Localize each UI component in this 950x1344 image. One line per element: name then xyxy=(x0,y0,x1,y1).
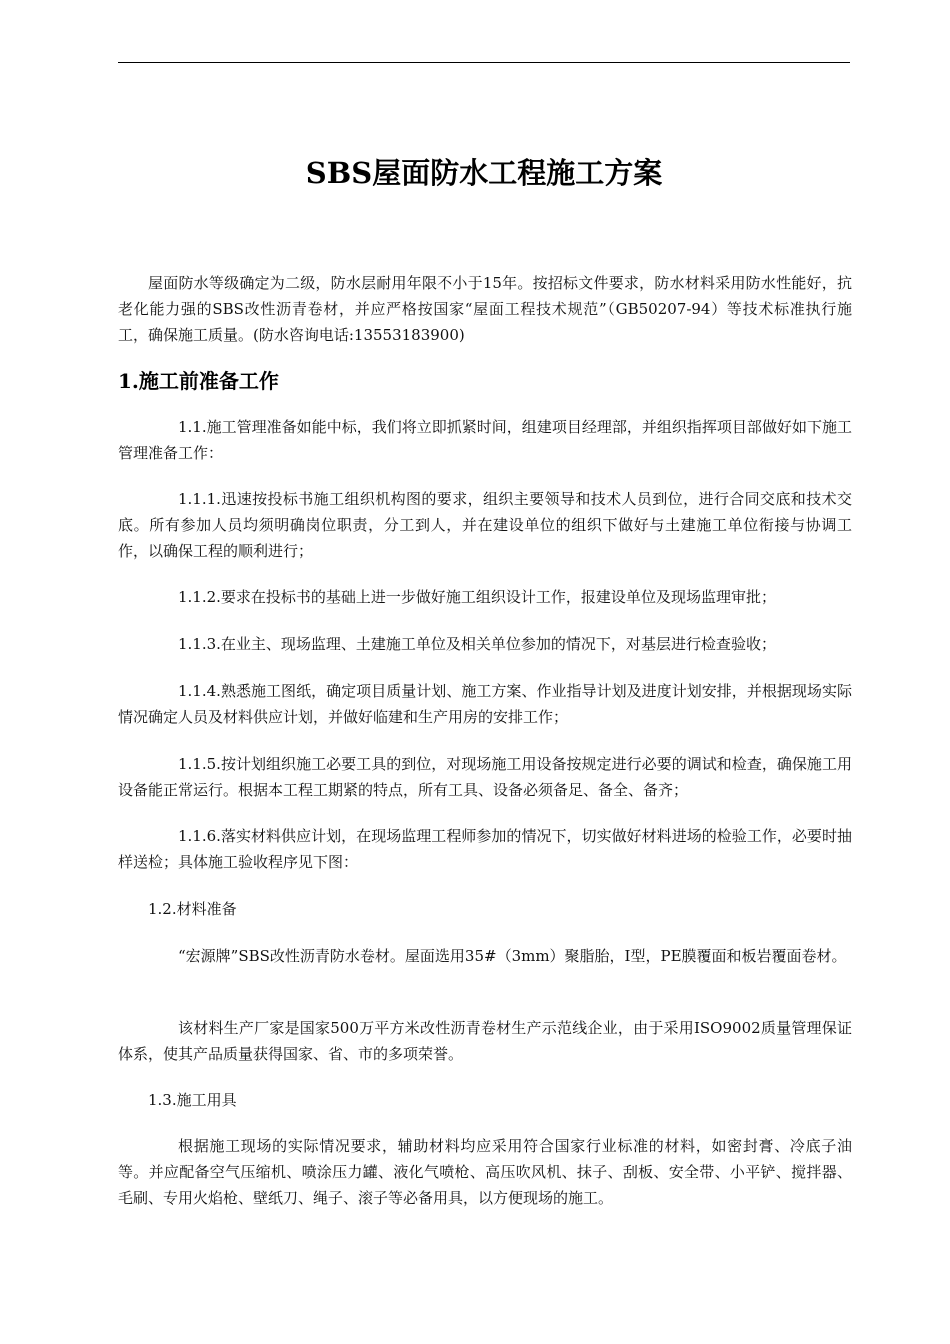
paragraph-1-1-4: 1.1.4.熟悉施工图纸，确定项目质量计划、施工方案、作业指导计划及进度计划安排，并根据现场实际情况确定人员及材料供应计划，并做好临建和生产用房的安排工作； xyxy=(118,682,852,726)
document-title: SBS屋面防水工程施工方案 xyxy=(305,156,663,190)
paragraph-1-1-3: 1.1.3.在业主、现场监理、土建施工单位及相关单位参加的情况下，对基层进行检查验收； xyxy=(178,635,776,653)
section-heading-1: 1.施工前准备工作 xyxy=(118,369,279,393)
intro-paragraph: 屋面防水等级确定为二级，防水层耐用年限不小于15年。按招标文件要求，防水材料采用防水性能好，抗老化能力强的SBS改性沥青卷材，并应严格按国家“屋面工程技术规范”（GB50207-94）等技术标准执行施工，确保施工质量。(防水咨询电话:13553183900) xyxy=(118,274,852,344)
paragraph-1-1-2: 1.1.2.要求在投标书的基础上进一步做好施工组织设计工作，报建设单位及现场监理审批； xyxy=(178,588,776,606)
paragraph-1-2-b: 该材料生产厂家是国家500万平方米改性沥青卷材生产示范线企业，由于采用ISO9002质量管理保证体系，使其产品质量获得国家、省、市的多项荣誉。 xyxy=(118,1019,852,1063)
subheading-1-2: 1.2.材料准备 xyxy=(148,900,237,918)
header-rule xyxy=(118,62,850,63)
paragraph-1-2-a: “宏源牌”SBS改性沥青防水卷材。屋面选用35#（3mm）聚脂胎，I型，PE膜覆面和板岩覆面卷材。 xyxy=(178,947,847,965)
paragraph-1-3-a: 根据施工现场的实际情况要求，辅助材料均应采用符合国家行业标准的材料，如密封膏、冷底子油等。并应配备空气压缩机、喷涂压力罐、液化气喷枪、高压吹风机、抹子、刮板、安全带、小平铲、搅拌器、毛刷、专用火焰枪、壁纸刀、绳子、滚子等必备用具，以方便现场的施工。 xyxy=(118,1137,852,1207)
paragraph-1-1-5: 1.1.5.按计划组织施工必要工具的到位，对现场施工用设备按规定进行必要的调试和检查，确保施工用设备能正常运行。根据本工程工期紧的特点，所有工具、设备必须备足、备全、备齐； xyxy=(118,755,852,799)
paragraph-1-1-6: 1.1.6.落实材料供应计划，在现场监理工程师参加的情况下，切实做好材料进场的检验工作，必要时抽样送检；具体施工验收程序见下图： xyxy=(118,827,852,871)
paragraph-1-1-1: 1.1.1.迅速按投标书施工组织机构图的要求，组织主要领导和技术人员到位，进行合同交底和技术交底。所有参加人员均须明确岗位职责，分工到人，并在建设单位的组织下做好与土建施工单位衔接与协调工作，以确保工程的顺利进行； xyxy=(118,490,852,560)
paragraph-1-1: 1.1.施工管理准备如能中标，我们将立即抓紧时间，组建项目经理部，并组织指挥项目部做好如下施工管理准备工作： xyxy=(118,418,852,462)
subheading-1-3: 1.3.施工用具 xyxy=(148,1091,237,1109)
